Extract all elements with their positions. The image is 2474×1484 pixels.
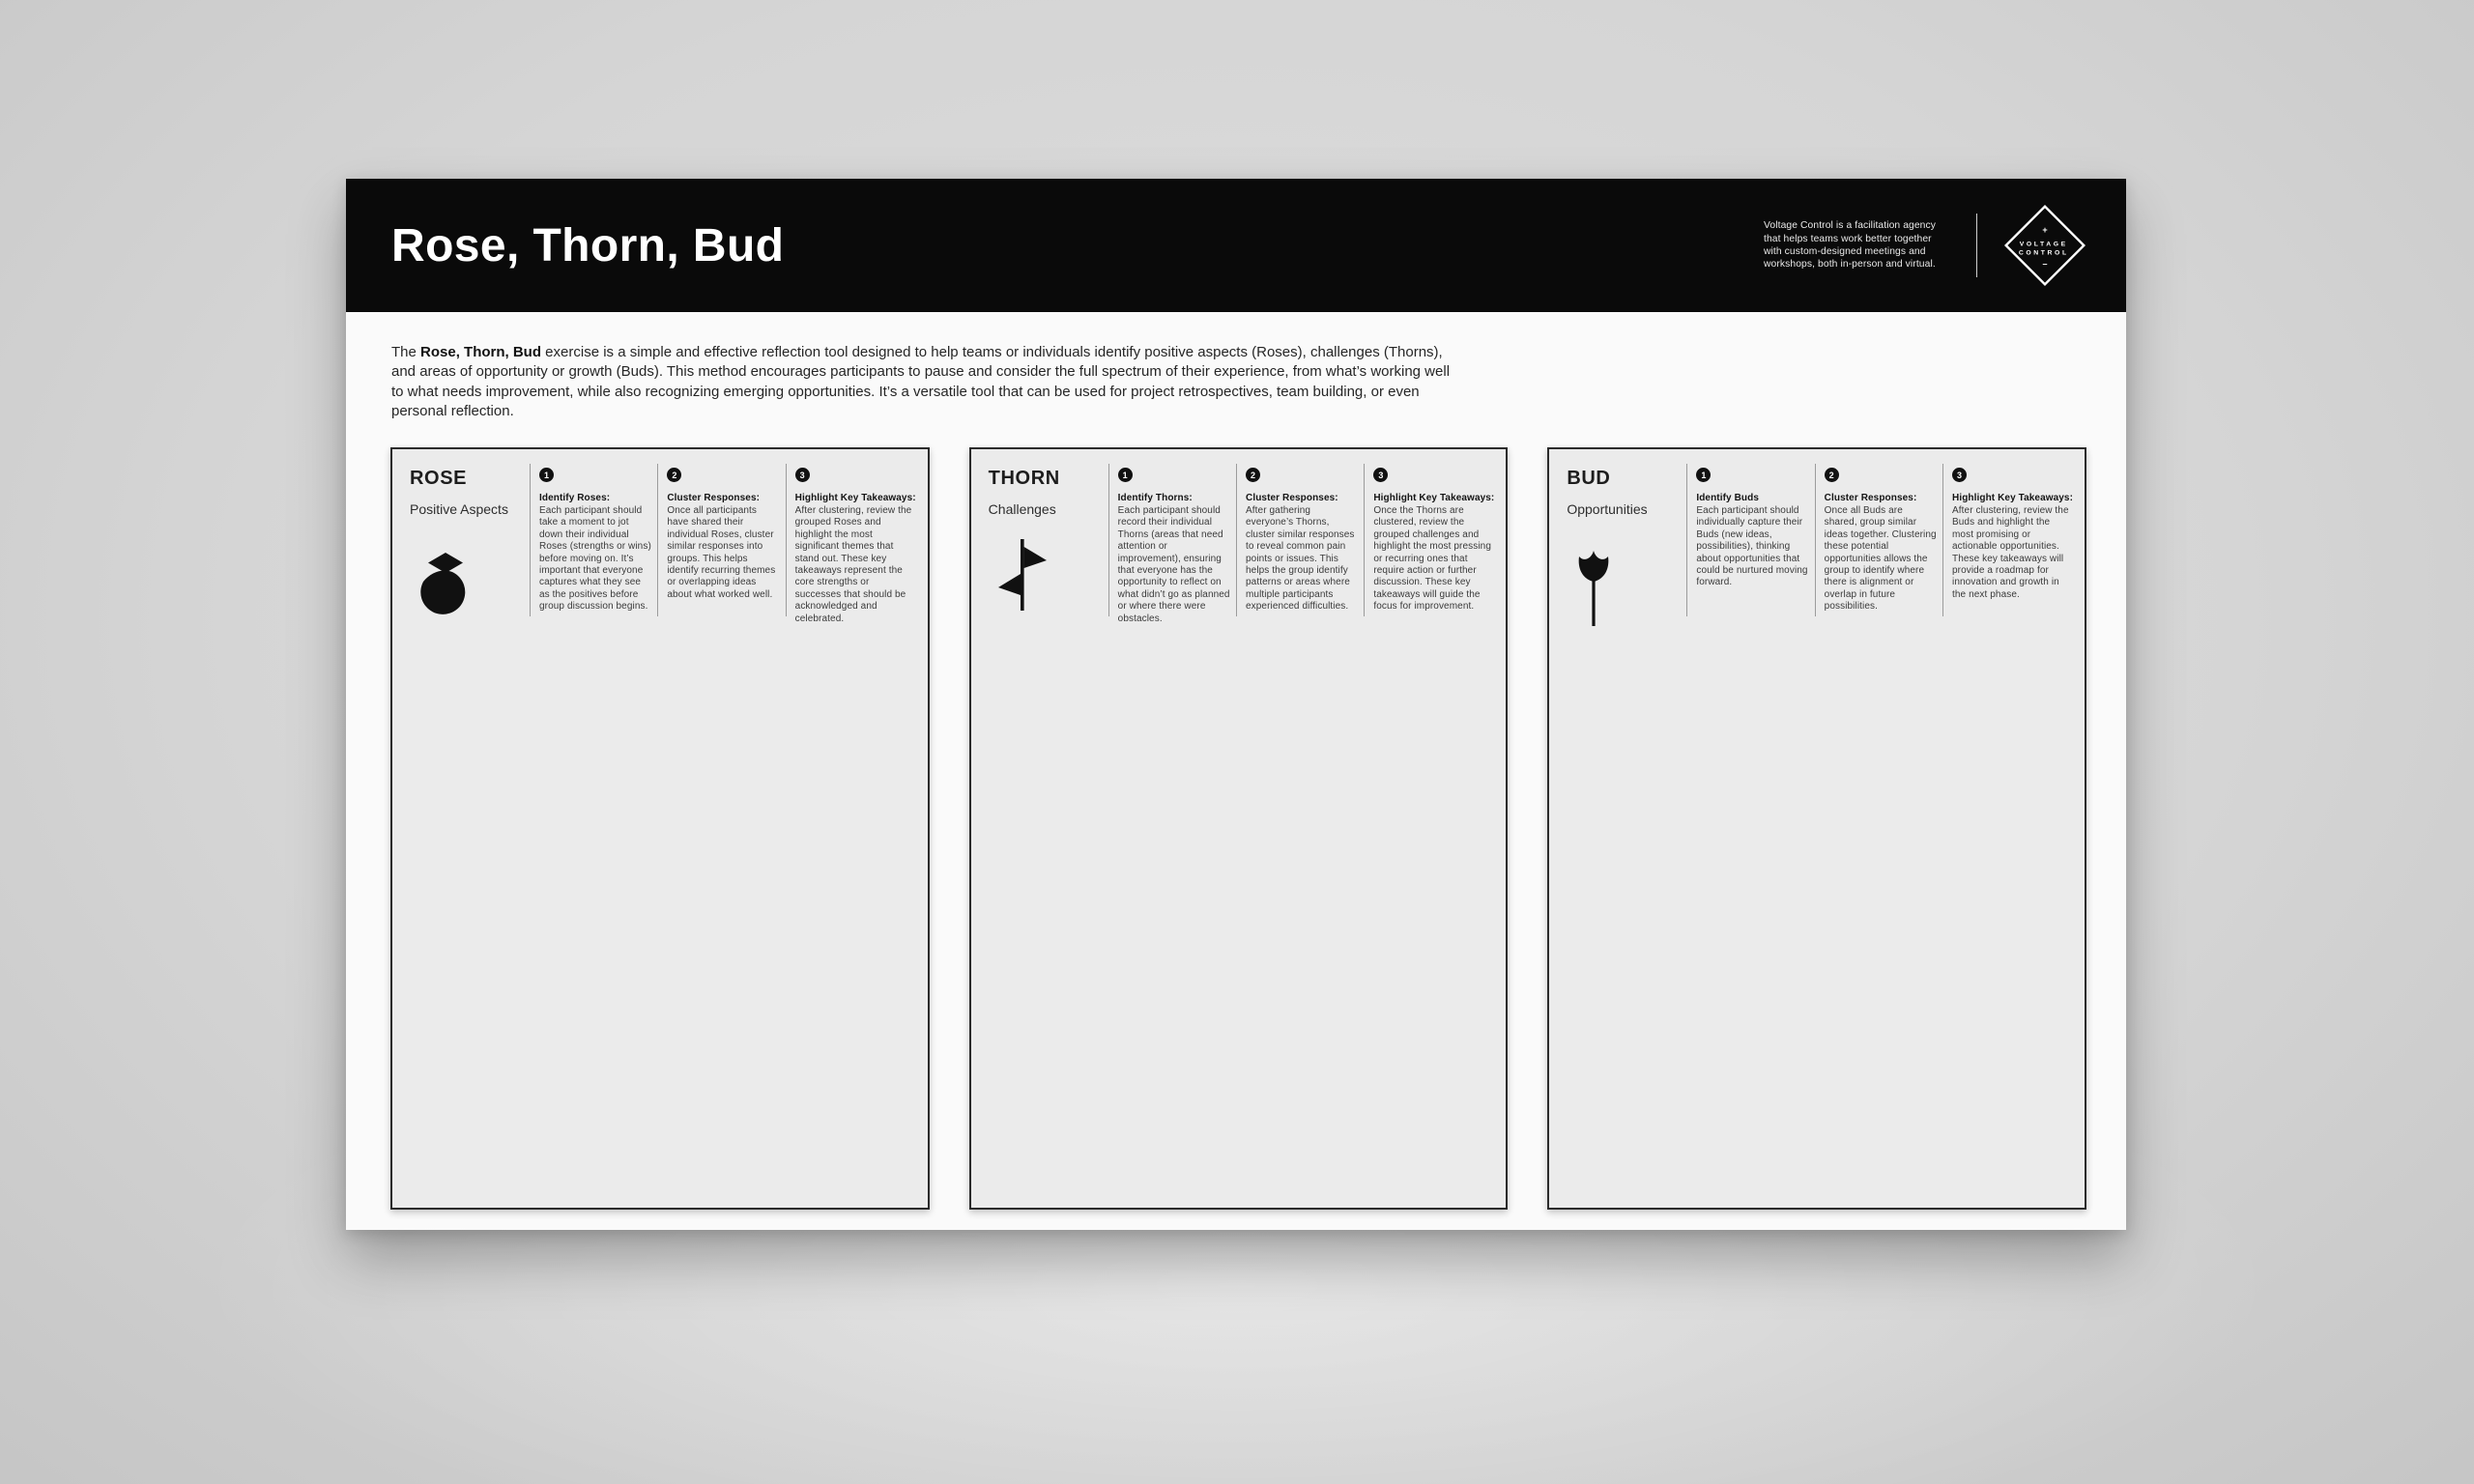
panel-rose-title: ROSE (410, 468, 468, 489)
header-bar (346, 179, 2126, 312)
step-body: Each participant should record their individual Thorns (areas that need attention or improvement), ensuring that everyone has the opportunity to reflect on what didn’t go as planned or where there were obstacles. (1117, 505, 1230, 624)
step-number-badge: 2 (1825, 468, 1839, 482)
bud-step-1 (1686, 468, 1814, 614)
panel-thorn-head (989, 468, 1108, 1208)
bud-icon (1576, 549, 1611, 635)
intro-pre: The (391, 344, 421, 360)
logo-line2: CONTROL (2018, 249, 2069, 257)
step-number-badge: 1 (1118, 468, 1133, 482)
panel-thorn (969, 447, 1509, 1210)
step-number-badge: 2 (1246, 468, 1260, 482)
step-body: Each participant should take a moment to jot down their individual Roses (strengths or wins) before moving on. It’s important that everyone captures what they see as the positives before group discussion begins. (539, 505, 651, 613)
rose-step-3 (786, 468, 922, 625)
header-divider (1976, 214, 1977, 277)
step-body: After clustering, review the grouped Roses and highlight the most significant themes that stand out. These key takeaways represent the core strengths or successes that should be acknowledged and celebrated. (794, 505, 912, 624)
panel-rose (390, 447, 930, 1210)
worksheet-page (346, 179, 2126, 1230)
panel-bud-subtitle: Opportunities (1567, 501, 1648, 517)
step-heading: Highlight Key Takeaways: (794, 493, 916, 503)
step-number-badge: 3 (795, 468, 810, 482)
step-heading: Identify Thorns: (1117, 493, 1193, 503)
step-body: Once all Buds are shared, group similar ideas together. Clustering these potential opportunities allows the group to identify where there is alignment or overlap in future possibilities. (1824, 505, 1937, 613)
step-body: Each participant should individually capture their Buds (new ideas, possibilities), thinking about opportunities that could be nurtured moving forward. (1696, 505, 1808, 588)
panel-bud-steps (1686, 468, 2079, 614)
step-number-badge: 1 (1696, 468, 1711, 482)
voltage-control-logo-icon (2004, 205, 2086, 286)
panel-bud-title: BUD (1567, 468, 1611, 489)
thorn-step-2 (1236, 468, 1364, 625)
step-heading: Cluster Responses: (1246, 493, 1338, 503)
thorn-icon (998, 535, 1047, 619)
logo-plus: + (2042, 225, 2048, 235)
thorn-step-3 (1364, 468, 1500, 625)
step-body: Once all participants have shared their individual Roses, cluster similar responses into groups. This helps identify recurring themes or overlapping ideas about what worked well. (667, 505, 776, 600)
step-body: After clustering, review the Buds and highlight the most promising or actionable opportunities. These key takeaways will provide a roadmap for innovation and growth in the next phase. (1952, 505, 2069, 600)
page-title: Rose, Thorn, Bud (391, 219, 785, 271)
step-number-badge: 1 (539, 468, 554, 482)
panels-row (390, 447, 2086, 1210)
panel-rose-steps (530, 468, 922, 625)
brand-blurb: Voltage Control is a facilitation agency that helps teams work better together with custom-designed meetings and workshops, both in-person and virtual. (1764, 220, 1937, 271)
thorn-step-1 (1108, 468, 1236, 625)
step-heading: Highlight Key Takeaways: (1952, 493, 2074, 503)
step-body: Once the Thorns are clustered, review the grouped challenges and highlight the most pressing or recurring ones that require action or further discussion. These key takeaways will guide the focus for improvement. (1373, 505, 1491, 613)
panel-bud-head (1567, 468, 1686, 1208)
step-number-badge: 2 (667, 468, 681, 482)
panel-thorn-steps (1108, 468, 1501, 625)
step-heading: Cluster Responses: (667, 493, 761, 503)
bud-step-3 (1942, 468, 2079, 614)
panel-bud (1547, 447, 2086, 1210)
rose-step-2 (657, 468, 785, 625)
step-body: After gathering everyone’s Thorns, cluster similar responses to reveal common pain points or issues. This helps the group identify patterns or areas where multiple participants experienced difficulties. (1246, 505, 1355, 613)
bud-step-2 (1815, 468, 1942, 614)
intro-bold-title: Rose, Thorn, Bud (420, 344, 542, 360)
logo-line1: VOLTAGE (2019, 241, 2068, 248)
step-heading: Identify Buds (1696, 493, 1759, 503)
step-number-badge: 3 (1952, 468, 1967, 482)
step-heading: Identify Roses: (539, 493, 611, 503)
rose-icon (419, 553, 475, 621)
header-brand-block (1764, 205, 2126, 286)
panel-thorn-title: THORN (988, 468, 1060, 489)
step-number-badge: 3 (1373, 468, 1388, 482)
panel-rose-subtitle: Positive Aspects (410, 501, 508, 517)
intro-post: exercise is a simple and effective reflection tool designed to help teams or individuals identify positive aspects (Roses), challenges (Thorns), and areas of opportunity or growth (Buds). This method encourages participants to pause and consider the full spectrum of their experience, from what’s working well to what needs improvement, while also recognizing emerging opportunities. It’s a versatile tool that can be used for project retrospectives, team building, or even personal reflection. (391, 344, 1451, 420)
step-heading: Highlight Key Takeaways: (1373, 493, 1495, 503)
logo-dash: – (2042, 259, 2048, 269)
panel-rose-head (410, 468, 530, 1208)
panel-thorn-subtitle: Challenges (988, 501, 1056, 517)
rose-step-1 (530, 468, 657, 625)
step-heading: Cluster Responses: (1824, 493, 1917, 503)
intro-paragraph (391, 343, 1454, 422)
